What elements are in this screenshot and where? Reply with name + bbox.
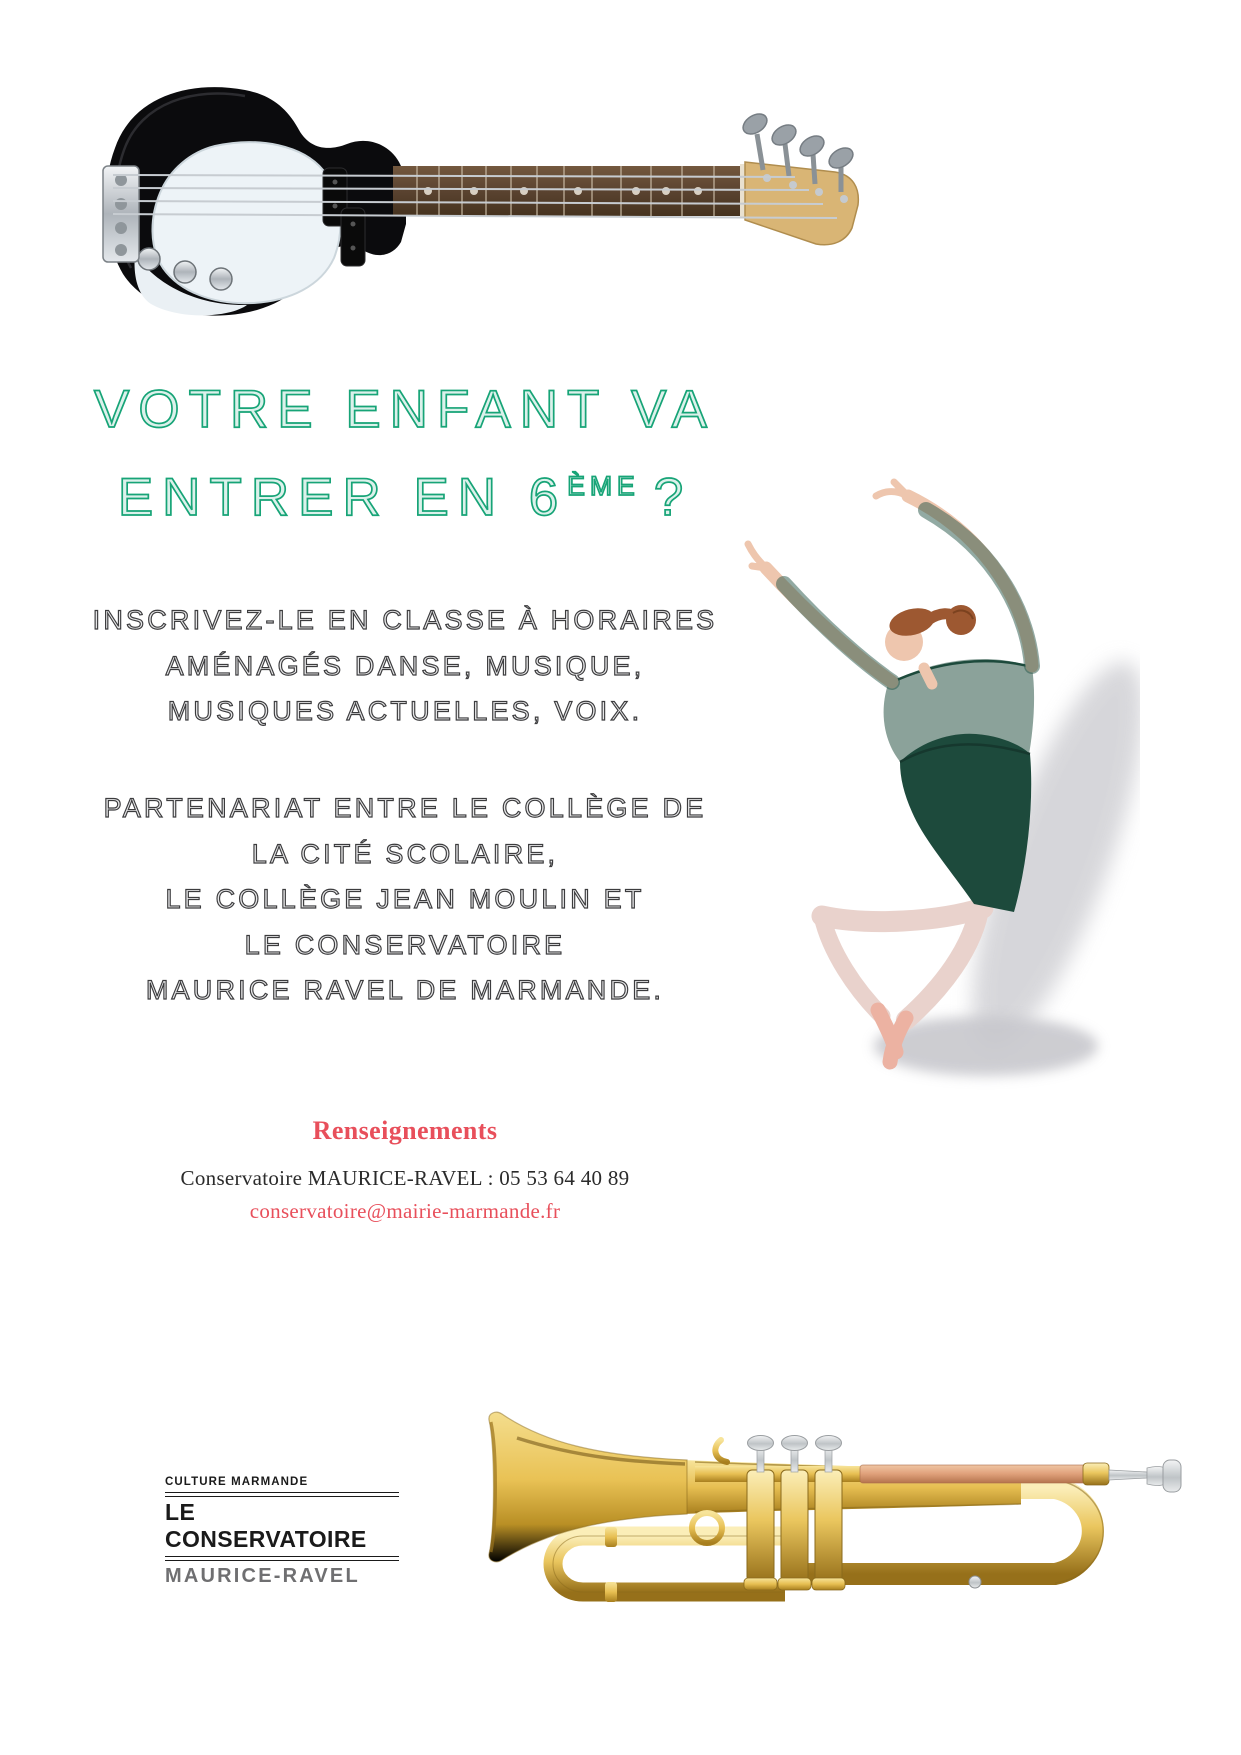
intro-line: MUSIQUES ACTUELLES, VOIX. <box>167 696 643 726</box>
contact-email: conservatoire@mairie-marmande.fr <box>249 1199 561 1223</box>
valve-button <box>748 1436 774 1451</box>
logo-title: LE CONSERVATOIRE <box>165 1499 367 1552</box>
guitar-neck <box>393 166 743 216</box>
headline <box>70 372 740 536</box>
logo-subtitle: MAURICE-RAVEL <box>165 1565 360 1587</box>
bass-guitar-photo <box>95 78 860 318</box>
mesh-sleeve <box>784 584 892 682</box>
intro-line: AMÉNAGÉS DANSE, MUSIQUE, <box>165 650 645 681</box>
conservatoire-logo <box>165 1476 399 1588</box>
partnership-line: LE CONSERVATOIRE <box>244 929 566 960</box>
dancer-neck <box>924 668 932 684</box>
headline-line1: VOTRE ENFANT VA <box>94 380 716 439</box>
ballet-dancer-photo <box>728 470 1140 1100</box>
valve-button <box>816 1436 842 1451</box>
guitar-knob <box>174 261 196 283</box>
dancer-hair-bun <box>946 605 976 635</box>
trumpet-valves <box>744 1436 845 1591</box>
intro-line: INSCRIVEZ-LE EN CLASSE À HORAIRES <box>92 605 718 635</box>
partnership-paragraph <box>70 786 740 1014</box>
contact-phone-line: Conservatoire MAURICE-RAVEL : 05 53 64 40 89 <box>180 1166 630 1190</box>
water-key <box>969 1576 981 1588</box>
dancer-right-hand <box>876 482 908 496</box>
partnership-line: LA CITÉ SCOLAIRE, <box>251 838 559 869</box>
trumpet-finger-hook <box>715 1440 727 1462</box>
guitar-pickup <box>341 208 365 266</box>
partnership-line: MAURICE RAVEL DE MARMANDE. <box>145 975 665 1005</box>
guitar-knob <box>210 268 232 290</box>
dancer-bent-thigh <box>822 908 983 922</box>
guitar-knob <box>138 248 160 270</box>
headline-line2: ENTRER EN 6ÈME ? <box>117 468 693 527</box>
trumpet-photo <box>455 1410 1195 1610</box>
ballet-dancer-illustration <box>728 470 1140 1100</box>
dancer-leotard <box>900 734 1031 912</box>
logo-overline: CULTURE MARMANDE <box>165 1476 309 1488</box>
headline-superscript: ÈME <box>567 471 640 501</box>
dancer-left-hand <box>748 544 766 568</box>
intro-paragraph <box>70 598 740 735</box>
bass-guitar-illustration <box>95 78 860 318</box>
logo-rule-bottom <box>165 1556 399 1561</box>
partnership-line: LE COLLÈGE JEAN MOULIN ET <box>165 884 645 914</box>
headline-question-mark: ? <box>653 468 693 527</box>
valve-button <box>782 1436 808 1451</box>
contact-heading: Renseignements <box>312 1116 498 1145</box>
partnership-line: PARTENARIAT ENTRE LE COLLÈGE DE <box>103 793 707 823</box>
trumpet-mouthpiece <box>1109 1460 1181 1492</box>
trumpet-illustration <box>455 1410 1195 1610</box>
mesh-sleeve <box>926 510 1032 666</box>
dancer-right-arm <box>908 496 1032 666</box>
